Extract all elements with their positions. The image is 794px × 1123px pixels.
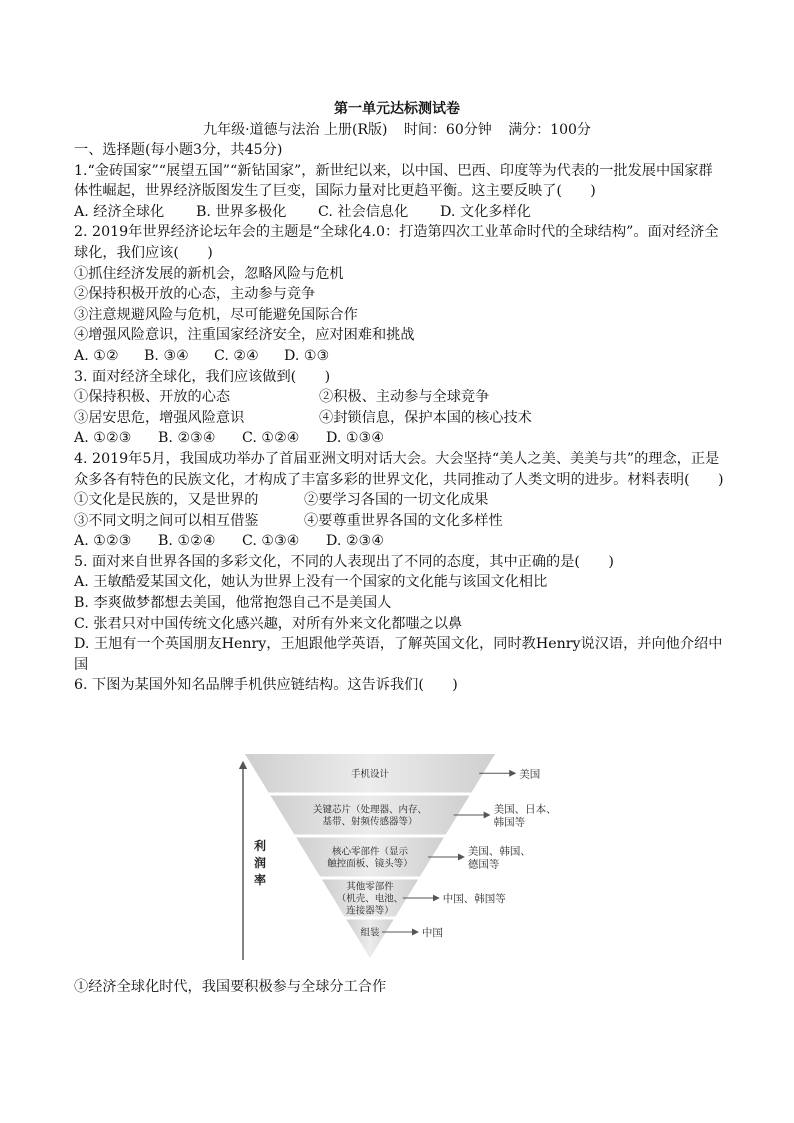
destination-label: 德国等 [467, 858, 500, 871]
exam-score: 满分：100分 [508, 122, 591, 138]
question-2-stem: 2. 2019年世界经济论坛年会的主题是“全球化4.0：打造第四次工业革命时代的全球结构”。面对经济全球化，我们应该( ) [74, 224, 719, 261]
question-3-stem: 3. 面对经济全球化，我们应该做到( ) [74, 368, 331, 385]
option-a: A. ①②③ [74, 533, 132, 550]
option-d: D. ①③④ [326, 430, 385, 447]
exam-time: 时间：60分钟 [403, 122, 492, 138]
option-a: A. 王敏酷爱某国文化，她认为世界上没有一个国家的文化能与该国文化相比 [74, 574, 548, 591]
layer-label: 关键芯片（处理器、内存、 [312, 804, 428, 816]
option-b: B. 世界多极化 [196, 203, 287, 220]
option-c: C. 社会信息化 [318, 203, 409, 220]
option-d: D. ①③ [284, 347, 330, 364]
layer-label: 连接器等） [346, 905, 394, 917]
layer-label: 核心零部件（显示 [331, 846, 409, 858]
layer-label: 组装 [360, 927, 380, 939]
question-4-item: ④要尊重世界各国的文化多样性 [304, 512, 503, 529]
option-a: A. ①②③ [74, 430, 132, 447]
supply-chain-diagram [230, 752, 557, 964]
option-c: C. 张君只对中国传统文化感兴趣，对所有外来文化都嗤之以鼻 [74, 615, 463, 632]
layer-label: 基带、射频传感器等） [322, 816, 418, 828]
destination-label: 美国、韩国、 [467, 845, 531, 858]
question-2-options [74, 346, 724, 367]
option-a: A. ①② [74, 347, 119, 364]
question-6-statement: ①经济全球化时代，我国要积极参与全球分工合作 [74, 979, 387, 995]
option-c: C. ②④ [214, 347, 259, 364]
question-2-item: ①抓住经济发展的新机会，忽略风险与危机 [74, 265, 344, 282]
exam-info [0, 119, 794, 139]
question-4-stem: 4. 2019年5月，我国成功举办了首届亚洲文明对话大会。大会坚持“美人之美、美美与共”的理念，正是众多各有特色的民族文化，才构成了丰富多彩的世界文化，共同推动了人类文明的进步。材料表明( ) [74, 450, 724, 488]
option-d: D. ②③④ [326, 533, 385, 550]
option-c: C. ①③④ [242, 533, 300, 550]
grade-subject: 九年级·道德与法治 上册(R版) [203, 122, 388, 138]
question-3-item: ④封锁信息，保护本国的核心技术 [319, 409, 532, 426]
question-1-stem: 1.“金砖国家”“展望五国”“新钻国家”，新世纪以来，以中国、巴西、印度等为代表的一批发展中国家群体性崛起，世界经济版图发生了巨变，国际力量对比更趋平衡。这主要反映了( ) [74, 162, 713, 200]
layer-label: 其他零部件 [346, 881, 394, 893]
option-d: D. 文化多样化 [440, 203, 531, 220]
question-4-items-row [74, 511, 724, 532]
page-title: 第一单元达标测试卷 [334, 101, 460, 117]
destination-label: 美国 [519, 768, 541, 781]
question-5-stem: 5. 面对来自世界各国的多彩文化，不同的人表现出了不同的态度，其中正确的是( ) [74, 553, 614, 570]
question-list [74, 140, 724, 696]
axis-label-char: 率 [254, 873, 267, 887]
option-a: A. 经济全球化 [74, 203, 165, 220]
pyramid-layer [346, 920, 393, 959]
question-3-options [74, 428, 724, 449]
question-2-item: ④增强风险意识，注重国家经济安全，应对困难和挑战 [74, 327, 415, 344]
question-4-options [74, 531, 724, 552]
destination-label: 韩国等 [493, 816, 526, 829]
destination-label: 中国、韩国等 [442, 893, 506, 905]
axis-label-char: 润 [254, 856, 267, 870]
question-4-items-row [74, 490, 724, 511]
question-2-item: ③注意规避风险与危机，尽可能避免国际合作 [74, 306, 358, 323]
question-3-item: ②积极、主动参与全球竞争 [319, 389, 490, 406]
option-c: C. ①②④ [242, 430, 300, 447]
section-heading: 一、选择题(每小题3分，共45分) [74, 142, 283, 158]
question-3-items-row [74, 408, 724, 429]
layer-label: 触控面板、镜头等） [327, 858, 413, 870]
destination-label: 美国、日本、 [493, 803, 557, 816]
question-4-item: ①文化是民族的，又是世界的 [74, 492, 259, 509]
option-b: B. ②③④ [158, 430, 216, 447]
question-2-item: ②保持积极开放的心态，主动参与竞争 [74, 286, 316, 303]
option-d: D. 王旭有一个英国朋友Henry，王旭跟他学英语，了解英国文化，同时教Henry说汉语，并向他介绍中国 [74, 636, 723, 673]
option-b: B. ③④ [144, 347, 189, 364]
layer-label: 手机设计 [350, 768, 390, 780]
pyramid-layers [245, 754, 557, 958]
destination-label: 中国 [421, 927, 443, 939]
question-3-items-row [74, 387, 724, 408]
layer-label: （机壳、电池、 [336, 893, 404, 905]
question-4-item: ③不同文明之间可以相互借鉴 [74, 512, 259, 529]
question-3-item: ③居安思危，增强风险意识 [74, 409, 245, 426]
question-6-stem: 6. 下图为某国外知名品牌手机供应链结构。这告诉我们( ) [74, 677, 458, 694]
question-1-options [74, 202, 724, 223]
question-4-item: ②要学习各国的一切文化成果 [304, 492, 489, 509]
option-b: B. 李爽做梦都想去美国，他常抱怨自己不是美国人 [74, 595, 392, 612]
option-b: B. ①②④ [158, 533, 216, 550]
question-3-item: ①保持积极、开放的心态 [74, 389, 231, 406]
axis-label-char: 利 [254, 839, 267, 853]
